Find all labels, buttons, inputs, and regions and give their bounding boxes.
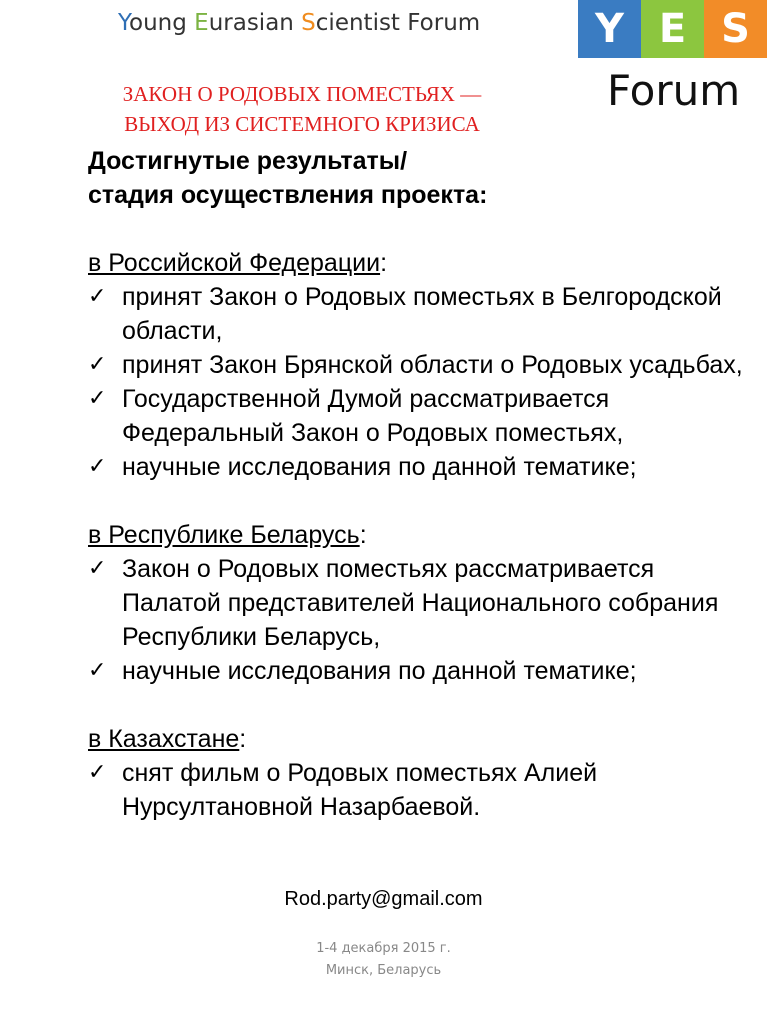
check-icon: ✓ <box>88 454 107 479</box>
region-belarus <box>88 518 758 688</box>
logo-letter-y: Y <box>578 0 641 58</box>
region-label: в Российской Федерации <box>88 249 381 277</box>
check-icon: ✓ <box>88 658 107 683</box>
forum-title <box>118 10 480 36</box>
check-icon: ✓ <box>88 386 107 411</box>
list-item: ✓ научные исследования по данной тематике; <box>88 450 758 484</box>
logo-letter-e: E <box>641 0 704 58</box>
forum-title-young: oung <box>129 10 195 36</box>
list-item: ✓ Закон о Родовых поместьях рассматривается Палатой представителей Национального собрания Республики Беларусь, <box>88 552 758 654</box>
forum-title-y: Y <box>118 10 129 36</box>
yes-logo <box>578 0 767 58</box>
forum-title-scientist: cientist Forum <box>315 10 481 36</box>
check-icon: ✓ <box>88 556 107 581</box>
event-footer <box>0 938 767 982</box>
region-heading: в Республике Беларусь: <box>88 521 367 549</box>
contact-email: Rod.party@gmail.com <box>284 888 483 910</box>
event-place: Минск, Беларусь <box>325 963 442 978</box>
results-subtitle <box>88 144 758 212</box>
list-item: ✓ принят Закон о Родовых поместьях в Белгородской области, <box>88 280 758 348</box>
list-item: ✓ Государственной Думой рассматривается Федеральный Закон о Родовых поместьях, <box>88 382 758 450</box>
results-subtitle-line-1: Достигнутые результаты/ <box>88 147 408 175</box>
results-subtitle-line-2: стадия осуществления проекта: <box>88 181 488 209</box>
check-icon: ✓ <box>88 352 107 377</box>
forum-title-e: E <box>194 10 209 36</box>
achievement-list <box>88 280 758 484</box>
forum-title-eurasian: urasian <box>208 10 302 36</box>
list-item: ✓ научные исследования по данной тематике; <box>88 654 758 688</box>
list-item: ✓ принят Закон Брянской области о Родовых усадьбах, <box>88 348 758 382</box>
check-icon: ✓ <box>88 760 107 785</box>
law-title <box>72 79 532 139</box>
region-label: в Казахстане <box>88 725 240 753</box>
achievement-list <box>88 552 758 688</box>
logo-forum-text: Forum <box>607 66 741 115</box>
check-icon: ✓ <box>88 284 107 309</box>
region-heading: в Российской Федерации: <box>88 249 388 277</box>
law-title-line-1: ЗАКОН О РОДОВЫХ ПОМЕСТЬЯХ — <box>122 82 482 106</box>
logo-letter-s: S <box>704 0 767 58</box>
law-title-line-2: ВЫХОД ИЗ СИСТЕМНОГО КРИЗИСА <box>124 112 480 136</box>
achievement-list <box>88 756 758 824</box>
region-heading: в Казахстане: <box>88 725 247 753</box>
event-date: 1-4 декабря 2015 г. <box>316 941 451 956</box>
region-label: в Республике Беларусь <box>88 521 360 549</box>
main-content <box>88 144 758 824</box>
forum-title-s: S <box>301 10 316 36</box>
region-kazakhstan <box>88 722 758 824</box>
list-item: ✓ снят фильм о Родовых поместьях Алией Нурсултановной Назарбаевой. <box>88 756 758 824</box>
region-russia <box>88 246 758 484</box>
